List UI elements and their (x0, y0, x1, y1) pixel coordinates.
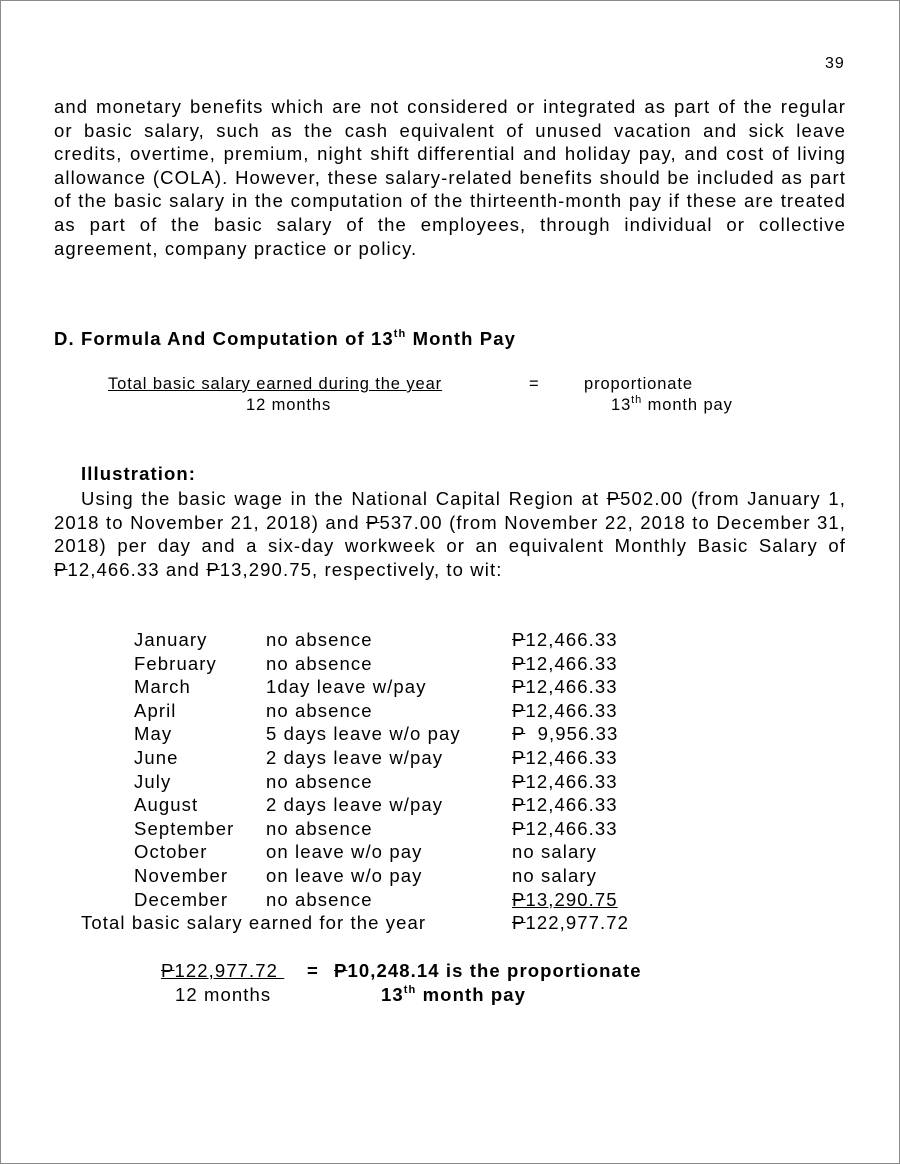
peso-sign: P (512, 888, 526, 910)
peso-sign: P (512, 817, 526, 839)
salary-amount (512, 723, 618, 745)
peso-sign: P (54, 558, 68, 580)
peso-sign: P (512, 699, 526, 721)
illus-text-5: 13,290.75, respectively, to wit: (219, 558, 503, 580)
attendance-status: on leave w/o pay (266, 841, 423, 863)
computation-equals: = (307, 960, 319, 981)
salary-amount (512, 676, 618, 698)
month-name: June (134, 746, 179, 768)
computation-numerator (161, 960, 284, 982)
peso-sign: P (512, 746, 526, 768)
amount-value: 12,466.33 (525, 652, 618, 674)
amount-value: 12,466.33 (525, 699, 618, 721)
salary-amount (512, 841, 597, 863)
attendance-status: no absence (266, 770, 373, 792)
heading-sup: th (393, 327, 407, 340)
amount-value: 12,466.33 (525, 794, 618, 816)
monthly-salary-table (1, 629, 899, 936)
heading-suffix: Month Pay (406, 328, 517, 349)
month-name: November (134, 864, 229, 886)
salary-amount (512, 771, 618, 793)
month-name: August (134, 794, 199, 816)
amount-value: 12,466.33 (525, 676, 618, 698)
peso-sign: P (512, 652, 526, 674)
total-row (1, 912, 899, 936)
month-name: May (134, 723, 173, 745)
table-row (1, 676, 899, 700)
result-value: 10,248.14 is the proportionate (347, 960, 642, 981)
section-heading (54, 328, 516, 350)
amount-value: 12,466.33 (525, 770, 618, 792)
illustration-title: Illustration: (81, 463, 197, 484)
total-amount (512, 912, 629, 934)
peso-sign: P (606, 488, 621, 509)
result2-sup: th (403, 983, 417, 996)
month-name: April (134, 699, 177, 721)
month-name: February (134, 652, 217, 674)
formula-result-line2 (611, 393, 733, 415)
formula-denominator: 12 months (246, 396, 332, 414)
attendance-status: no absence (266, 699, 373, 721)
salary-amount (512, 889, 618, 911)
computation-line-1 (1, 960, 899, 984)
table-row (1, 723, 899, 747)
formula-numerator: Total basic salary earned during the year (108, 375, 443, 393)
table-row (1, 747, 899, 771)
table-row (1, 794, 899, 818)
attendance-status: no absence (266, 888, 373, 910)
peso-sign: P (161, 960, 175, 981)
amount-value: 122,977.72 (525, 912, 630, 934)
illus-text-3: 537.00 (from November 22, 2018 to December 31, 2018) per day and a six-day workweek or an equivalent Monthly Basic Salary of (54, 511, 846, 557)
peso-sign: P (206, 558, 220, 580)
peso-sign: P (512, 912, 526, 934)
computation-line-2 (1, 984, 899, 1008)
peso-sign: P (512, 676, 526, 698)
month-name: October (134, 841, 208, 863)
formula-result-prefix: 13 (611, 396, 632, 414)
formula-result-line1: proportionate (584, 375, 693, 393)
formula-result-suffix: month pay (642, 396, 733, 414)
salary-amount (512, 653, 618, 675)
salary-amount (512, 865, 597, 887)
intro-paragraph: and monetary benefits which are not considered or integrated as part of the regular or basic salary, such as the cash equivalent of unused vacation and sick leave credits, overtime, premium, night shift differential and holiday pay, and cost of living allowance (COLA). However, these salary-related benefits should be included as part of the basic salary in the computation of the thirteenth-month pay if these are treated as part of the basic salary of the employees, through individual or collective agreement, company practice or policy. (54, 96, 846, 259)
peso-sign: P (512, 794, 526, 816)
formula-result-sup: th (631, 393, 643, 406)
page-number: 39 (825, 55, 845, 72)
peso-sign: P (512, 629, 526, 650)
formula-equals: = (529, 375, 539, 393)
illustration-paragraph (54, 487, 846, 581)
attendance-status: 2 days leave w/pay (266, 794, 444, 816)
attendance-status: on leave w/o pay (266, 864, 423, 886)
result2-suffix: month pay (416, 984, 527, 1005)
numerator-value: 122,977.72 (174, 960, 285, 981)
amount-value: 9,956.33 (525, 723, 619, 745)
month-name: March (134, 676, 191, 698)
illus-text-1: Using the basic wage in the National Capital Region at (81, 488, 607, 509)
peso-sign: P (366, 511, 380, 533)
attendance-status: no absence (266, 817, 373, 839)
result2-prefix: 13 (381, 984, 404, 1005)
amount-value: 13,290.75 (525, 888, 618, 910)
amount-value: no salary (512, 841, 597, 863)
total-label: Total basic salary earned for the year (81, 912, 427, 934)
amount-value: 12,466.33 (525, 746, 618, 768)
salary-amount (512, 818, 618, 840)
salary-amount (512, 747, 618, 769)
table-row (1, 700, 899, 724)
illus-text-4: 12,466.33 and (67, 558, 207, 580)
attendance-status: no absence (266, 652, 373, 674)
attendance-status: 2 days leave w/pay (266, 746, 444, 768)
salary-amount (512, 629, 618, 651)
table-row (1, 865, 899, 889)
peso-sign: P (512, 770, 526, 792)
amount-value: 12,466.33 (525, 629, 618, 650)
peso-sign: P (512, 723, 526, 745)
salary-amount (512, 794, 618, 816)
month-name: January (134, 629, 208, 650)
amount-value: no salary (512, 864, 597, 886)
table-row (1, 653, 899, 677)
computation-denominator: 12 months (175, 984, 272, 1005)
computation-result (334, 960, 642, 982)
table-row (1, 771, 899, 795)
attendance-status: no absence (266, 629, 373, 650)
month-name: September (134, 817, 235, 839)
table-row (1, 818, 899, 842)
salary-amount (512, 700, 618, 722)
peso-sign: P (334, 960, 348, 981)
computation-result-line2 (381, 984, 526, 1006)
month-name: December (134, 888, 229, 910)
amount-value: 12,466.33 (525, 817, 618, 839)
table-row (1, 629, 899, 653)
table-row (1, 841, 899, 865)
table-row (1, 889, 899, 913)
illus-text-2: 502.00 (from January 1, 2018 to November 21, 2018) and (54, 488, 846, 533)
heading-prefix: D. Formula And Computation of 13 (54, 328, 394, 349)
attendance-status: 1day leave w/pay (266, 676, 427, 698)
month-name: July (134, 770, 172, 792)
attendance-status: 5 days leave w/o pay (266, 723, 461, 745)
